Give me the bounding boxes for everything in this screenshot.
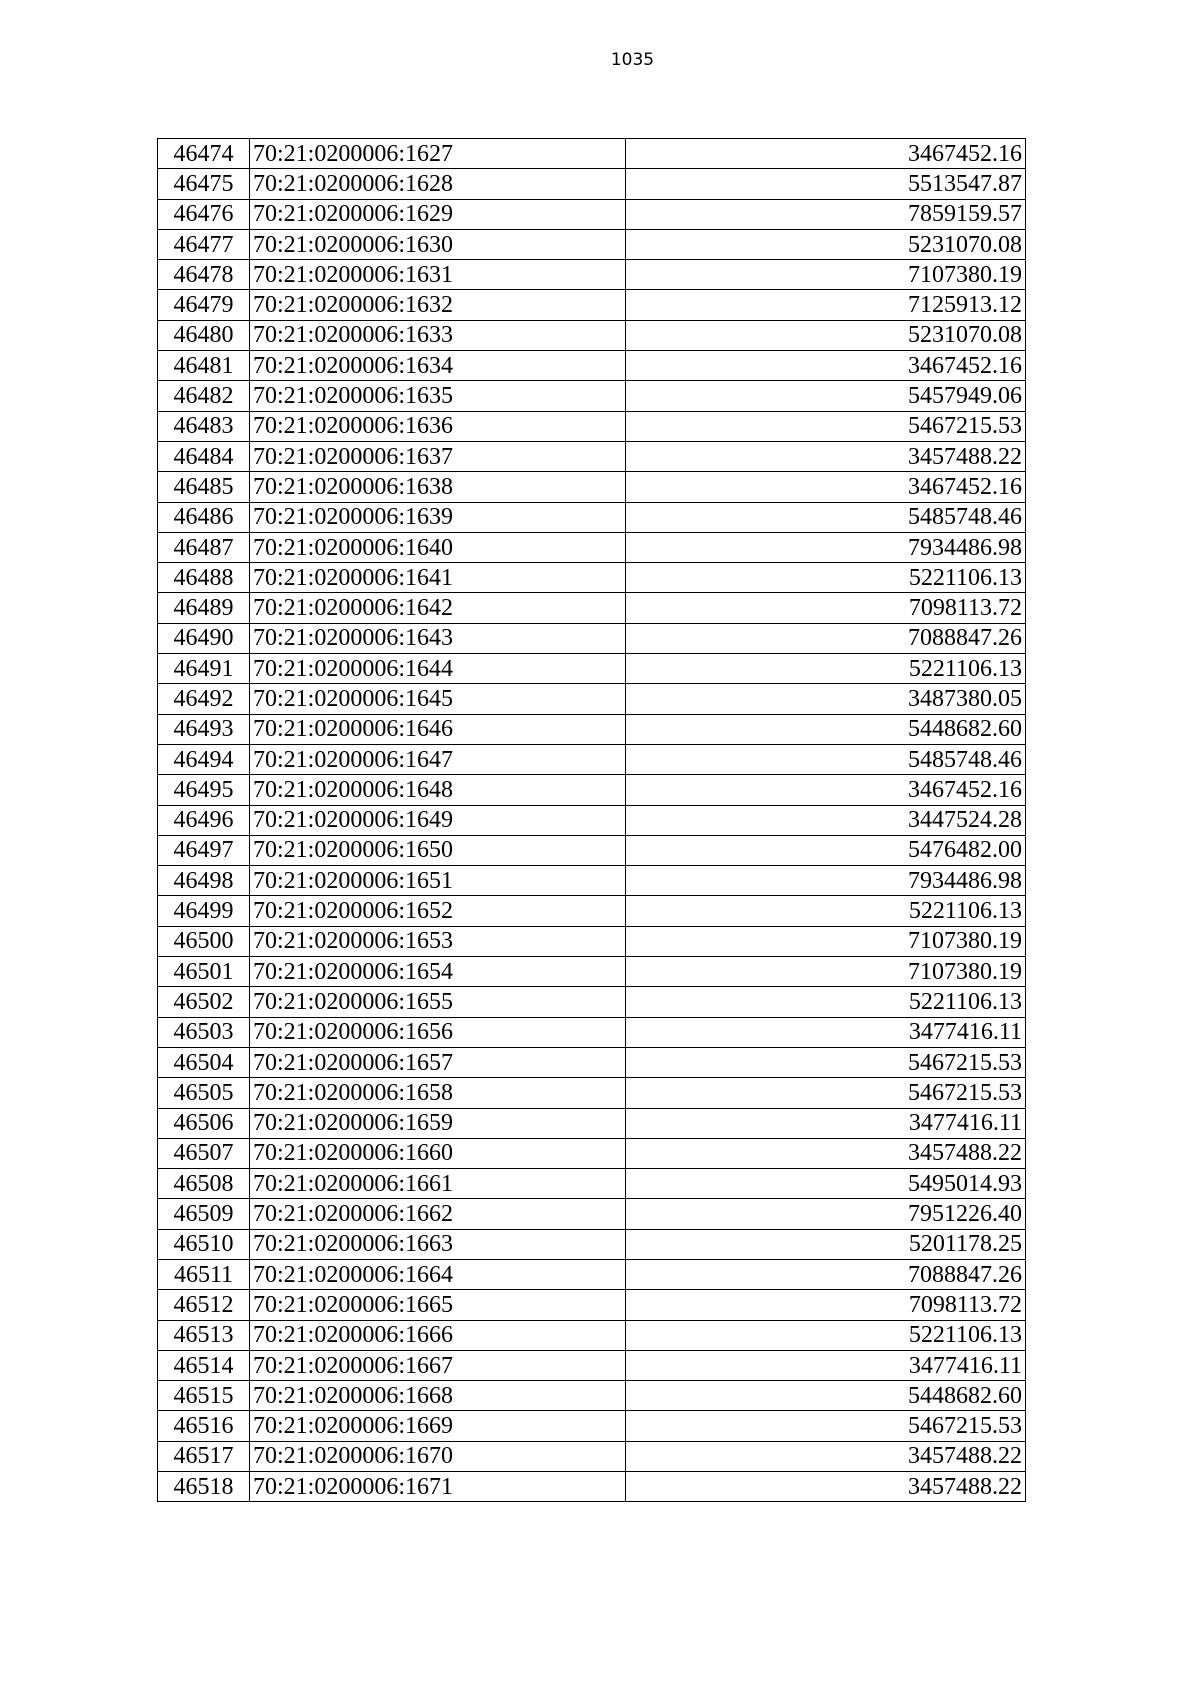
row-number-cell: 46505 <box>158 1078 250 1108</box>
row-number-cell: 46503 <box>158 1017 250 1047</box>
row-number-cell: 46513 <box>158 1320 250 1350</box>
row-number-cell: 46509 <box>158 1199 250 1229</box>
table-row <box>158 1320 1026 1350</box>
cadastral-number-cell: 70:21:0200006:1638 <box>250 472 626 502</box>
cadastral-number-cell: 70:21:0200006:1634 <box>250 351 626 381</box>
table-row <box>158 199 1026 229</box>
row-number-cell: 46477 <box>158 229 250 259</box>
row-number-cell: 46507 <box>158 1138 250 1168</box>
value-cell: 5467215.53 <box>626 411 1026 441</box>
table-row <box>158 987 1026 1017</box>
value-cell: 5467215.53 <box>626 1078 1026 1108</box>
cadastral-number-cell: 70:21:0200006:1632 <box>250 290 626 320</box>
value-cell: 3467452.16 <box>626 775 1026 805</box>
cadastral-number-cell: 70:21:0200006:1652 <box>250 896 626 926</box>
table-row <box>158 654 1026 684</box>
row-number-cell: 46486 <box>158 502 250 532</box>
table-row <box>158 563 1026 593</box>
row-number-cell: 46483 <box>158 411 250 441</box>
row-number-cell: 46494 <box>158 744 250 774</box>
table-row <box>158 260 1026 290</box>
table-row <box>158 229 1026 259</box>
row-number-cell: 46488 <box>158 563 250 593</box>
row-number-cell: 46484 <box>158 441 250 471</box>
row-number-cell: 46502 <box>158 987 250 1017</box>
row-number-cell: 46504 <box>158 1047 250 1077</box>
table-row <box>158 1138 1026 1168</box>
row-number-cell: 46487 <box>158 532 250 562</box>
table-row <box>158 1290 1026 1320</box>
value-cell: 3477416.11 <box>626 1108 1026 1138</box>
row-number-cell: 46510 <box>158 1229 250 1259</box>
value-cell: 5467215.53 <box>626 1411 1026 1441</box>
value-cell: 5457949.06 <box>626 381 1026 411</box>
row-number-cell: 46478 <box>158 260 250 290</box>
row-number-cell: 46511 <box>158 1259 250 1289</box>
row-number-cell: 46489 <box>158 593 250 623</box>
row-number-cell: 46493 <box>158 714 250 744</box>
table-row <box>158 866 1026 896</box>
cadastral-number-cell: 70:21:0200006:1658 <box>250 1078 626 1108</box>
table-row <box>158 320 1026 350</box>
table-row <box>158 775 1026 805</box>
cadastral-number-cell: 70:21:0200006:1668 <box>250 1381 626 1411</box>
row-number-cell: 46518 <box>158 1472 250 1502</box>
table-row <box>158 896 1026 926</box>
value-cell: 7859159.57 <box>626 199 1026 229</box>
value-cell: 5221106.13 <box>626 987 1026 1017</box>
cadastral-number-cell: 70:21:0200006:1646 <box>250 714 626 744</box>
cadastral-number-cell: 70:21:0200006:1629 <box>250 199 626 229</box>
value-cell: 7107380.19 <box>626 926 1026 956</box>
value-cell: 3457488.22 <box>626 1472 1026 1502</box>
cadastral-number-cell: 70:21:0200006:1655 <box>250 987 626 1017</box>
table-row <box>158 472 1026 502</box>
table-row <box>158 290 1026 320</box>
row-number-cell: 46512 <box>158 1290 250 1320</box>
table-row <box>158 1108 1026 1138</box>
value-cell: 7107380.19 <box>626 957 1026 987</box>
cadastral-number-cell: 70:21:0200006:1628 <box>250 169 626 199</box>
value-cell: 3457488.22 <box>626 1138 1026 1168</box>
value-cell: 5513547.87 <box>626 169 1026 199</box>
value-cell: 5221106.13 <box>626 896 1026 926</box>
cadastral-number-cell: 70:21:0200006:1643 <box>250 623 626 653</box>
value-cell: 7934486.98 <box>626 866 1026 896</box>
cadastral-number-cell: 70:21:0200006:1666 <box>250 1320 626 1350</box>
cadastral-number-cell: 70:21:0200006:1665 <box>250 1290 626 1320</box>
cadastral-number-cell: 70:21:0200006:1635 <box>250 381 626 411</box>
value-cell: 5201178.25 <box>626 1229 1026 1259</box>
cadastral-number-cell: 70:21:0200006:1664 <box>250 1259 626 1289</box>
value-cell: 3457488.22 <box>626 1441 1026 1471</box>
table-row <box>158 835 1026 865</box>
value-cell: 7934486.98 <box>626 532 1026 562</box>
row-number-cell: 46514 <box>158 1350 250 1380</box>
value-cell: 3477416.11 <box>626 1350 1026 1380</box>
value-cell: 5221106.13 <box>626 654 1026 684</box>
value-cell: 3467452.16 <box>626 351 1026 381</box>
records-table <box>157 138 1026 1502</box>
row-number-cell: 46482 <box>158 381 250 411</box>
value-cell: 7088847.26 <box>626 623 1026 653</box>
cadastral-number-cell: 70:21:0200006:1636 <box>250 411 626 441</box>
row-number-cell: 46480 <box>158 320 250 350</box>
cadastral-number-cell: 70:21:0200006:1648 <box>250 775 626 805</box>
cadastral-number-cell: 70:21:0200006:1627 <box>250 139 626 169</box>
cadastral-number-cell: 70:21:0200006:1630 <box>250 229 626 259</box>
table-row <box>158 805 1026 835</box>
row-number-cell: 46501 <box>158 957 250 987</box>
cadastral-number-cell: 70:21:0200006:1640 <box>250 532 626 562</box>
cadastral-number-cell: 70:21:0200006:1649 <box>250 805 626 835</box>
cadastral-number-cell: 70:21:0200006:1651 <box>250 866 626 896</box>
table-row <box>158 1229 1026 1259</box>
table-row <box>158 623 1026 653</box>
cadastral-number-cell: 70:21:0200006:1645 <box>250 684 626 714</box>
cadastral-number-cell: 70:21:0200006:1654 <box>250 957 626 987</box>
table-row <box>158 1441 1026 1471</box>
row-number-cell: 46474 <box>158 139 250 169</box>
value-cell: 7107380.19 <box>626 260 1026 290</box>
cadastral-number-cell: 70:21:0200006:1660 <box>250 1138 626 1168</box>
table-row <box>158 1169 1026 1199</box>
table-row <box>158 381 1026 411</box>
cadastral-number-cell: 70:21:0200006:1670 <box>250 1441 626 1471</box>
table-row <box>158 593 1026 623</box>
row-number-cell: 46498 <box>158 866 250 896</box>
table-row <box>158 1259 1026 1289</box>
table-row <box>158 1078 1026 1108</box>
table-row <box>158 1017 1026 1047</box>
value-cell: 3467452.16 <box>626 472 1026 502</box>
row-number-cell: 46475 <box>158 169 250 199</box>
value-cell: 5448682.60 <box>626 714 1026 744</box>
value-cell: 5221106.13 <box>626 1320 1026 1350</box>
cadastral-number-cell: 70:21:0200006:1644 <box>250 654 626 684</box>
value-cell: 7098113.72 <box>626 1290 1026 1320</box>
table-row <box>158 502 1026 532</box>
table-row <box>158 411 1026 441</box>
table-row <box>158 1411 1026 1441</box>
cadastral-number-cell: 70:21:0200006:1642 <box>250 593 626 623</box>
row-number-cell: 46491 <box>158 654 250 684</box>
row-number-cell: 46508 <box>158 1169 250 1199</box>
table-row <box>158 1381 1026 1411</box>
table-row <box>158 532 1026 562</box>
row-number-cell: 46500 <box>158 926 250 956</box>
cadastral-number-cell: 70:21:0200006:1663 <box>250 1229 626 1259</box>
row-number-cell: 46479 <box>158 290 250 320</box>
cadastral-number-cell: 70:21:0200006:1661 <box>250 1169 626 1199</box>
value-cell: 5485748.46 <box>626 744 1026 774</box>
row-number-cell: 46481 <box>158 351 250 381</box>
row-number-cell: 46492 <box>158 684 250 714</box>
cadastral-number-cell: 70:21:0200006:1653 <box>250 926 626 956</box>
table-row <box>158 957 1026 987</box>
table-row <box>158 714 1026 744</box>
value-cell: 7088847.26 <box>626 1259 1026 1289</box>
value-cell: 5495014.93 <box>626 1169 1026 1199</box>
row-number-cell: 46506 <box>158 1108 250 1138</box>
cadastral-number-cell: 70:21:0200006:1647 <box>250 744 626 774</box>
table-row <box>158 139 1026 169</box>
value-cell: 5485748.46 <box>626 502 1026 532</box>
value-cell: 3487380.05 <box>626 684 1026 714</box>
cadastral-number-cell: 70:21:0200006:1641 <box>250 563 626 593</box>
cadastral-number-cell: 70:21:0200006:1659 <box>250 1108 626 1138</box>
table-row <box>158 926 1026 956</box>
table-row <box>158 351 1026 381</box>
table-row <box>158 684 1026 714</box>
value-cell: 7098113.72 <box>626 593 1026 623</box>
records-table-container <box>157 138 1026 1502</box>
value-cell: 3467452.16 <box>626 139 1026 169</box>
row-number-cell: 46499 <box>158 896 250 926</box>
value-cell: 3477416.11 <box>626 1017 1026 1047</box>
value-cell: 5448682.60 <box>626 1381 1026 1411</box>
value-cell: 5231070.08 <box>626 229 1026 259</box>
cadastral-number-cell: 70:21:0200006:1633 <box>250 320 626 350</box>
value-cell: 3457488.22 <box>626 441 1026 471</box>
value-cell: 5231070.08 <box>626 320 1026 350</box>
cadastral-number-cell: 70:21:0200006:1657 <box>250 1047 626 1077</box>
page-number: 1035 <box>610 50 655 70</box>
cadastral-number-cell: 70:21:0200006:1631 <box>250 260 626 290</box>
table-row <box>158 1472 1026 1502</box>
row-number-cell: 46490 <box>158 623 250 653</box>
table-row <box>158 1199 1026 1229</box>
row-number-cell: 46497 <box>158 835 250 865</box>
table-row <box>158 1350 1026 1380</box>
cadastral-number-cell: 70:21:0200006:1650 <box>250 835 626 865</box>
row-number-cell: 46517 <box>158 1441 250 1471</box>
row-number-cell: 46496 <box>158 805 250 835</box>
table-row <box>158 744 1026 774</box>
row-number-cell: 46485 <box>158 472 250 502</box>
row-number-cell: 46515 <box>158 1381 250 1411</box>
table-row <box>158 169 1026 199</box>
value-cell: 3447524.28 <box>626 805 1026 835</box>
value-cell: 5467215.53 <box>626 1047 1026 1077</box>
cadastral-number-cell: 70:21:0200006:1662 <box>250 1199 626 1229</box>
cadastral-number-cell: 70:21:0200006:1637 <box>250 441 626 471</box>
cadastral-number-cell: 70:21:0200006:1639 <box>250 502 626 532</box>
value-cell: 5476482.00 <box>626 835 1026 865</box>
cadastral-number-cell: 70:21:0200006:1669 <box>250 1411 626 1441</box>
cadastral-number-cell: 70:21:0200006:1656 <box>250 1017 626 1047</box>
cadastral-number-cell: 70:21:0200006:1667 <box>250 1350 626 1380</box>
row-number-cell: 46516 <box>158 1411 250 1441</box>
value-cell: 5221106.13 <box>626 563 1026 593</box>
row-number-cell: 46495 <box>158 775 250 805</box>
cadastral-number-cell: 70:21:0200006:1671 <box>250 1472 626 1502</box>
records-table-body <box>158 139 1026 1502</box>
value-cell: 7951226.40 <box>626 1199 1026 1229</box>
table-row <box>158 1047 1026 1077</box>
value-cell: 7125913.12 <box>626 290 1026 320</box>
row-number-cell: 46476 <box>158 199 250 229</box>
table-row <box>158 441 1026 471</box>
